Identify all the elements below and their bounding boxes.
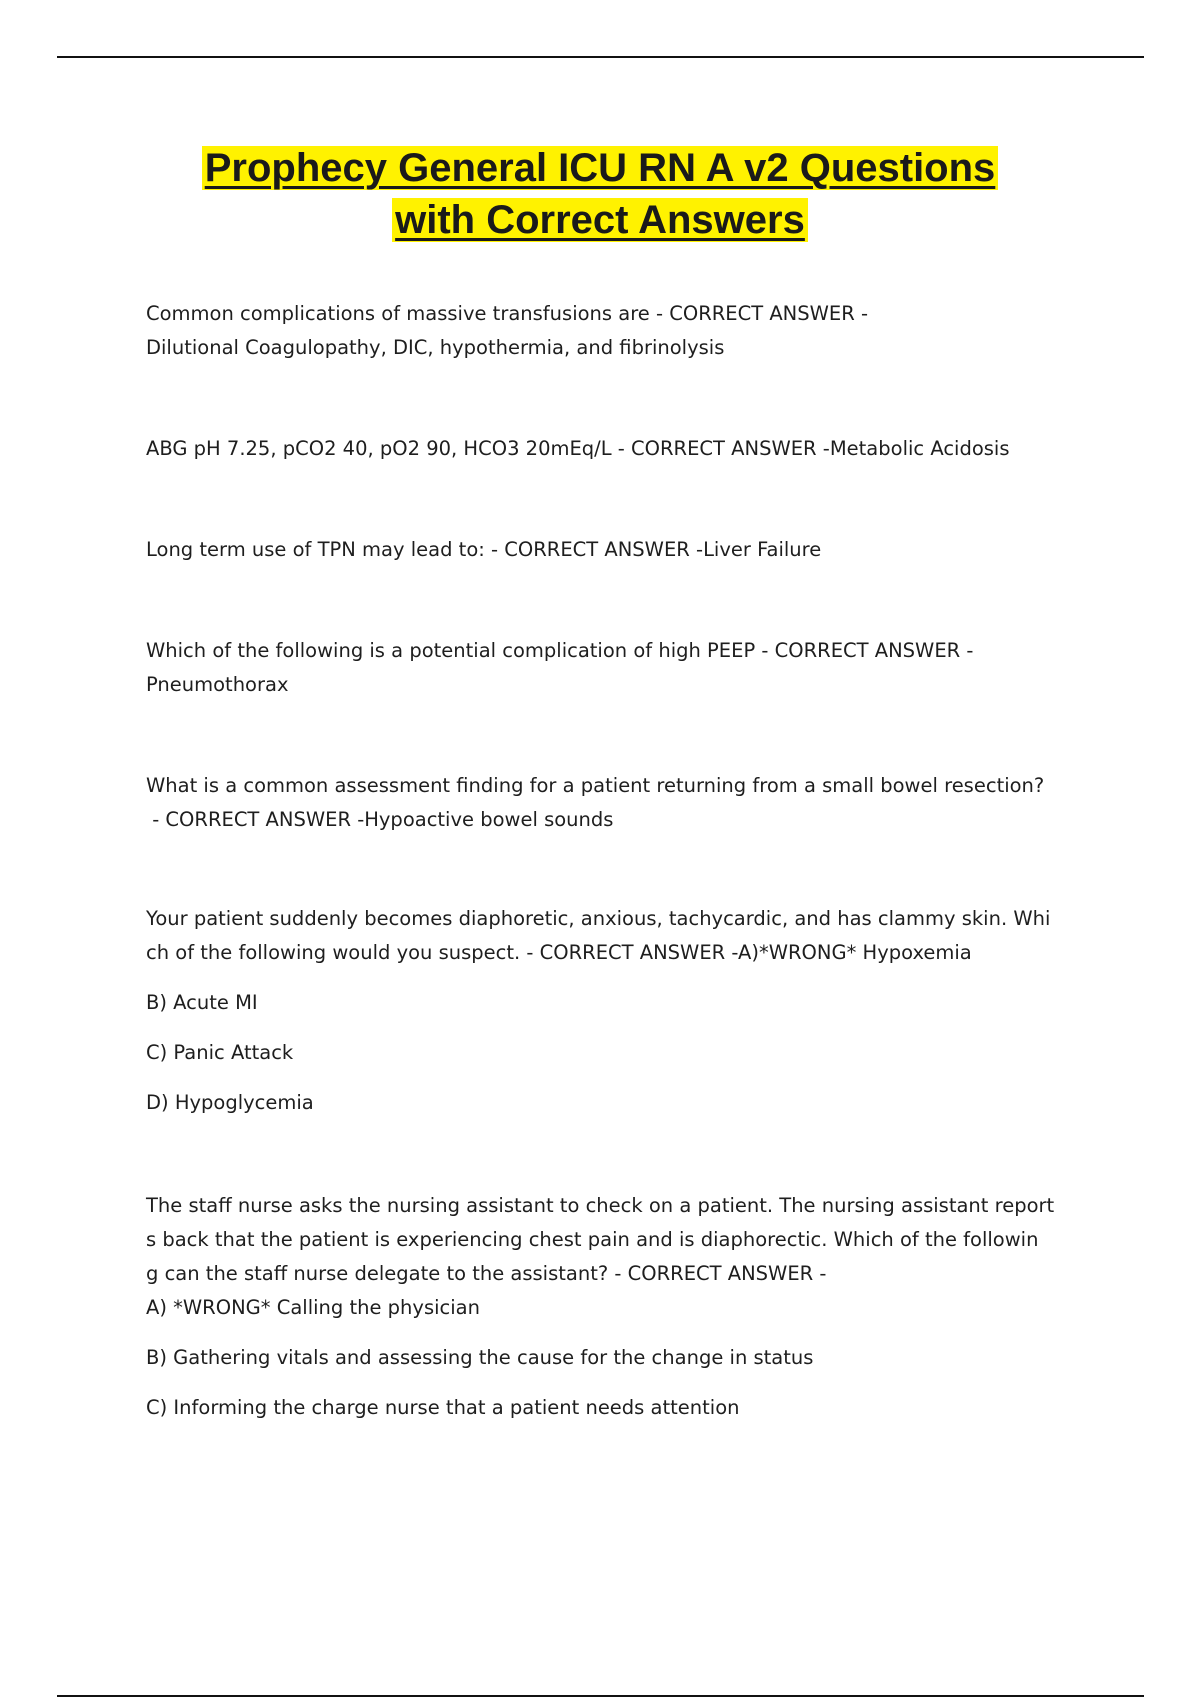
question-line: Your patient suddenly becomes diaphoretic, anxious, tachycardic, and has clammy skin. Whi: [146, 907, 1051, 930]
bottom-divider: [57, 1695, 1144, 1697]
question-line: s back that the patient is experiencing chest pain and is diaphorectic. Which of the followin: [146, 1228, 1039, 1251]
question-line: Dilutional Coagulopathy, DIC, hypothermia, and fibrinolysis: [146, 336, 725, 359]
answer-option-d: D) Hypoglycemia: [146, 1091, 314, 1114]
question-line: The staff nurse asks the nursing assistant to check on a patient. The nursing assistant report: [146, 1194, 1055, 1217]
question-block-5: [146, 769, 1091, 837]
question-line: Which of the following is a potential complication of high PEEP - CORRECT ANSWER -: [146, 639, 974, 662]
answer-option-b: B) Acute MI: [146, 991, 258, 1014]
top-divider: [57, 56, 1144, 58]
question-block-2: [146, 432, 1091, 466]
question-block-4: [146, 634, 1091, 702]
question-line: Long term use of TPN may lead to: - CORRECT ANSWER -Liver Failure: [146, 538, 822, 561]
question-line: ABG pH 7.25, pCO2 40, pO2 90, HCO3 20mEq/L - CORRECT ANSWER -Metabolic Acidosis: [146, 437, 1010, 460]
answer-option-b: B) Gathering vitals and assessing the cause for the change in status: [146, 1346, 814, 1369]
answer-option-c: C) Panic Attack: [146, 1041, 294, 1064]
question-block-3: [146, 533, 1091, 567]
question-line: Pneumothorax: [146, 673, 289, 696]
page-title: [100, 142, 1100, 246]
question-line: g can the staff nurse delegate to the assistant? - CORRECT ANSWER -: [146, 1262, 827, 1285]
title-line-2: with Correct Answers: [392, 198, 808, 242]
question-block-6: [146, 902, 1091, 1120]
title-line-1: Prophecy General ICU RN A v2 Questions: [202, 146, 999, 190]
answer-option-a: A) *WRONG* Calling the physician: [146, 1296, 480, 1319]
question-line: ch of the following would you suspect. - CORRECT ANSWER -A)*WRONG* Hypoxemia: [146, 941, 972, 964]
question-block-7: [146, 1189, 1091, 1425]
question-line: - CORRECT ANSWER -Hypoactive bowel sounds: [146, 808, 614, 831]
question-block-1: [146, 297, 1091, 365]
question-line: Common complications of massive transfusions are - CORRECT ANSWER -: [146, 302, 869, 325]
question-line: What is a common assessment finding for a patient returning from a small bowel resection?: [146, 774, 1045, 797]
answer-option-c: C) Informing the charge nurse that a patient needs attention: [146, 1396, 740, 1419]
